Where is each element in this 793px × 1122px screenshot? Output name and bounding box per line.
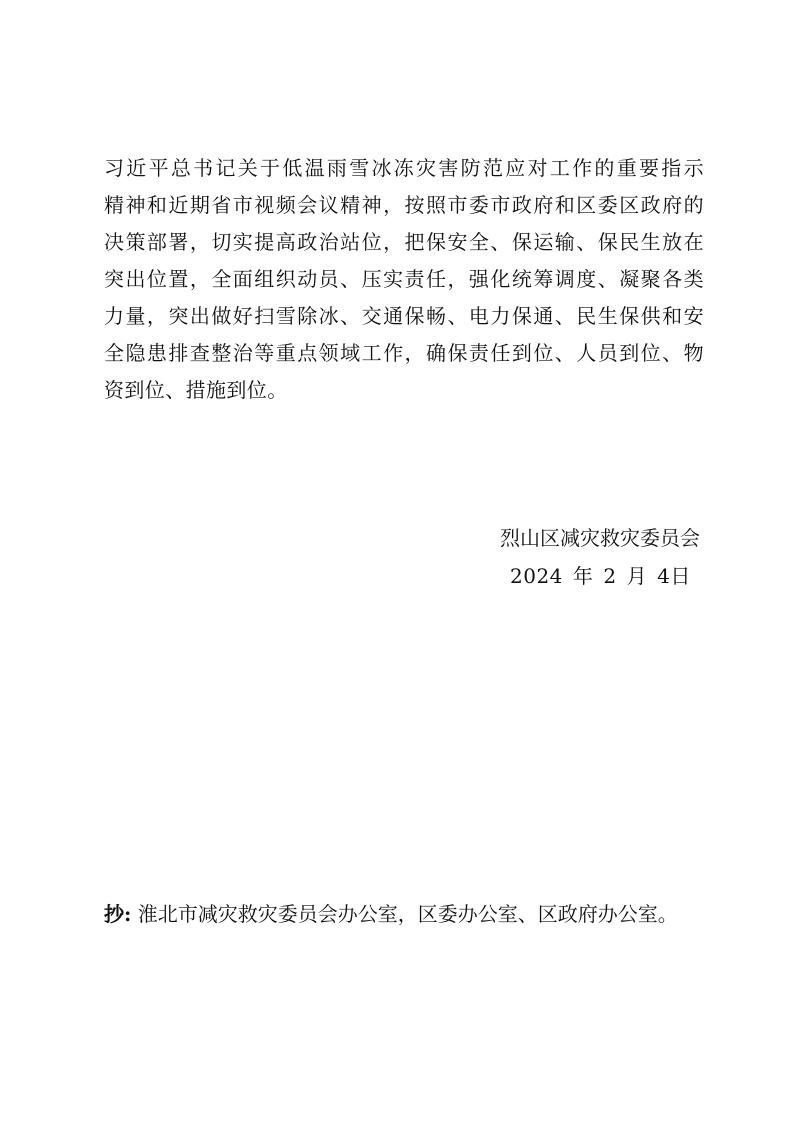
cc-label: 抄: [104, 902, 132, 926]
body-line-6: 全隐患排查整治等重点领域工作，确保责任到位、人员到位、物 [104, 341, 704, 365]
body-line-7: 资到位、措施到位。 [104, 378, 288, 402]
cc-line [104, 896, 704, 933]
body-line-1: 习近平总书记关于低温雨雪冰冻灾害防范应对工作的重要指示 [104, 156, 704, 180]
date-day: 4 [657, 564, 671, 588]
body-line-3: 决策部署，切实提高政治站位，把保安全、保运输、保民生放在 [104, 230, 704, 254]
date-year-unit: 年 [572, 564, 594, 588]
body-line-4: 突出位置，全面组织动员、压实责任，强化统筹调度、凝聚各类 [104, 267, 704, 291]
notice-body [104, 150, 704, 409]
date-month-unit: 月 [626, 564, 648, 588]
signature-date [510, 558, 690, 595]
signature-organization: 烈山区减灾救灾委员会 [500, 526, 700, 550]
cc-recipients: 淮北市减灾救灾委员会办公室，区委办公室、区政府办公室。 [137, 902, 678, 926]
date-day-unit: 日 [670, 564, 691, 588]
date-month: 2 [603, 564, 617, 588]
body-line-2: 精神和近期省市视频会议精神，按照市委市政府和区委区政府的 [104, 193, 704, 217]
date-year: 2024 [510, 564, 563, 588]
body-line-5: 力量，突出做好扫雪除冰、交通保畅、电力保通、民生保供和安 [104, 304, 704, 328]
